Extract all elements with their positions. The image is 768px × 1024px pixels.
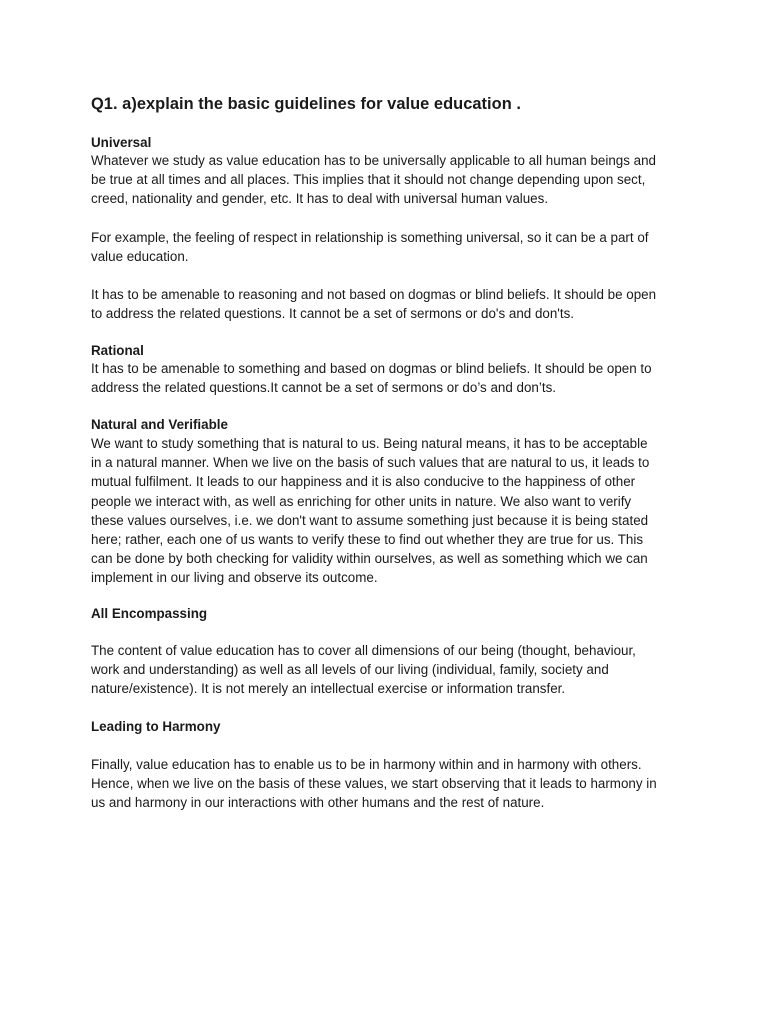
text-line: can be done by both checking for validity within ourselves, as well as something which we can [91,551,648,567]
text-line: us and harmony in our interactions with other humans and the rest of nature. [91,795,545,811]
text-line: in a natural manner. When we live on the basis of such values that are natural to us, it leads to [91,455,650,471]
section-heading-rational: Rational [91,343,144,358]
text-line: people we interact with, as well as enriching for other units in nature. We also want to verify [91,493,632,509]
text-line: value education. [91,249,189,265]
text-line: Whatever we study as value education has to be universally applicable to all human beings and [91,153,656,168]
text-line: mutual fulfilment. It leads to our happiness and it is also conducive to the happiness of other [91,474,636,490]
section-heading-leading-to-harmony: Leading to Harmony [91,719,221,734]
paragraph-natural-verifiable [91,434,691,588]
text-line: to address the related questions. It cannot be a set of sermons or do's and don'ts. [91,306,575,322]
text-line: creed, nationality and gender, etc. It has to deal with universal human values. [91,191,549,207]
page-title: Q1. a)explain the basic guidelines for value education . [91,95,521,113]
text-line: For example, the feeling of respect in relationship is something universal, so it can be a part of [91,230,649,245]
text-line: be true at all times and all places. This implies that it should not change depending upon sect, [91,172,646,188]
text-line: implement in our living and observe its outcome. [91,570,378,586]
section-heading-universal: Universal [91,135,152,150]
text-line: We want to study something that is natural to us. Being natural means, it has to be acceptable [91,436,648,451]
section-heading-all-encompassing: All Encompassing [91,606,208,621]
paragraph-leading-to-harmony [91,755,691,813]
text-line: It has to be amenable to reasoning and not based on dogmas or blind beliefs. It should be open [91,287,657,302]
section-heading-natural-verifiable: Natural and Verifiable [91,417,228,432]
text-line: Finally, value education has to enable us to be in harmony within and in harmony with others. [91,757,642,772]
text-line: address the related questions.It cannot be a set of sermons or do’s and don’ts. [91,380,556,396]
text-line: Hence, when we live on the basis of these values, we start observing that it leads to harmony in [91,776,657,792]
paragraph-universal-definition [91,151,691,209]
text-line: here; rather, each one of us wants to verify these to find out whether they are true for us. This [91,531,644,547]
paragraph-all-encompassing [91,641,691,699]
text-line: these values ourselves, i.e. we don't want to assume something just because it is being stated [91,512,649,528]
text-line: It has to be amenable to something and based on dogmas or blind beliefs. It should be open to [91,361,652,376]
paragraph-universal-example [91,228,691,266]
text-line: nature/existence). It is not merely an intellectual exercise or information transfer. [91,681,566,697]
paragraph-rational [91,359,691,397]
text-line: work and understanding) as well as all levels of our living (individual, family, society and [91,662,609,678]
paragraph-universal-reasoning [91,285,691,323]
text-line: The content of value education has to cover all dimensions of our being (thought, behaviour, [91,643,636,658]
